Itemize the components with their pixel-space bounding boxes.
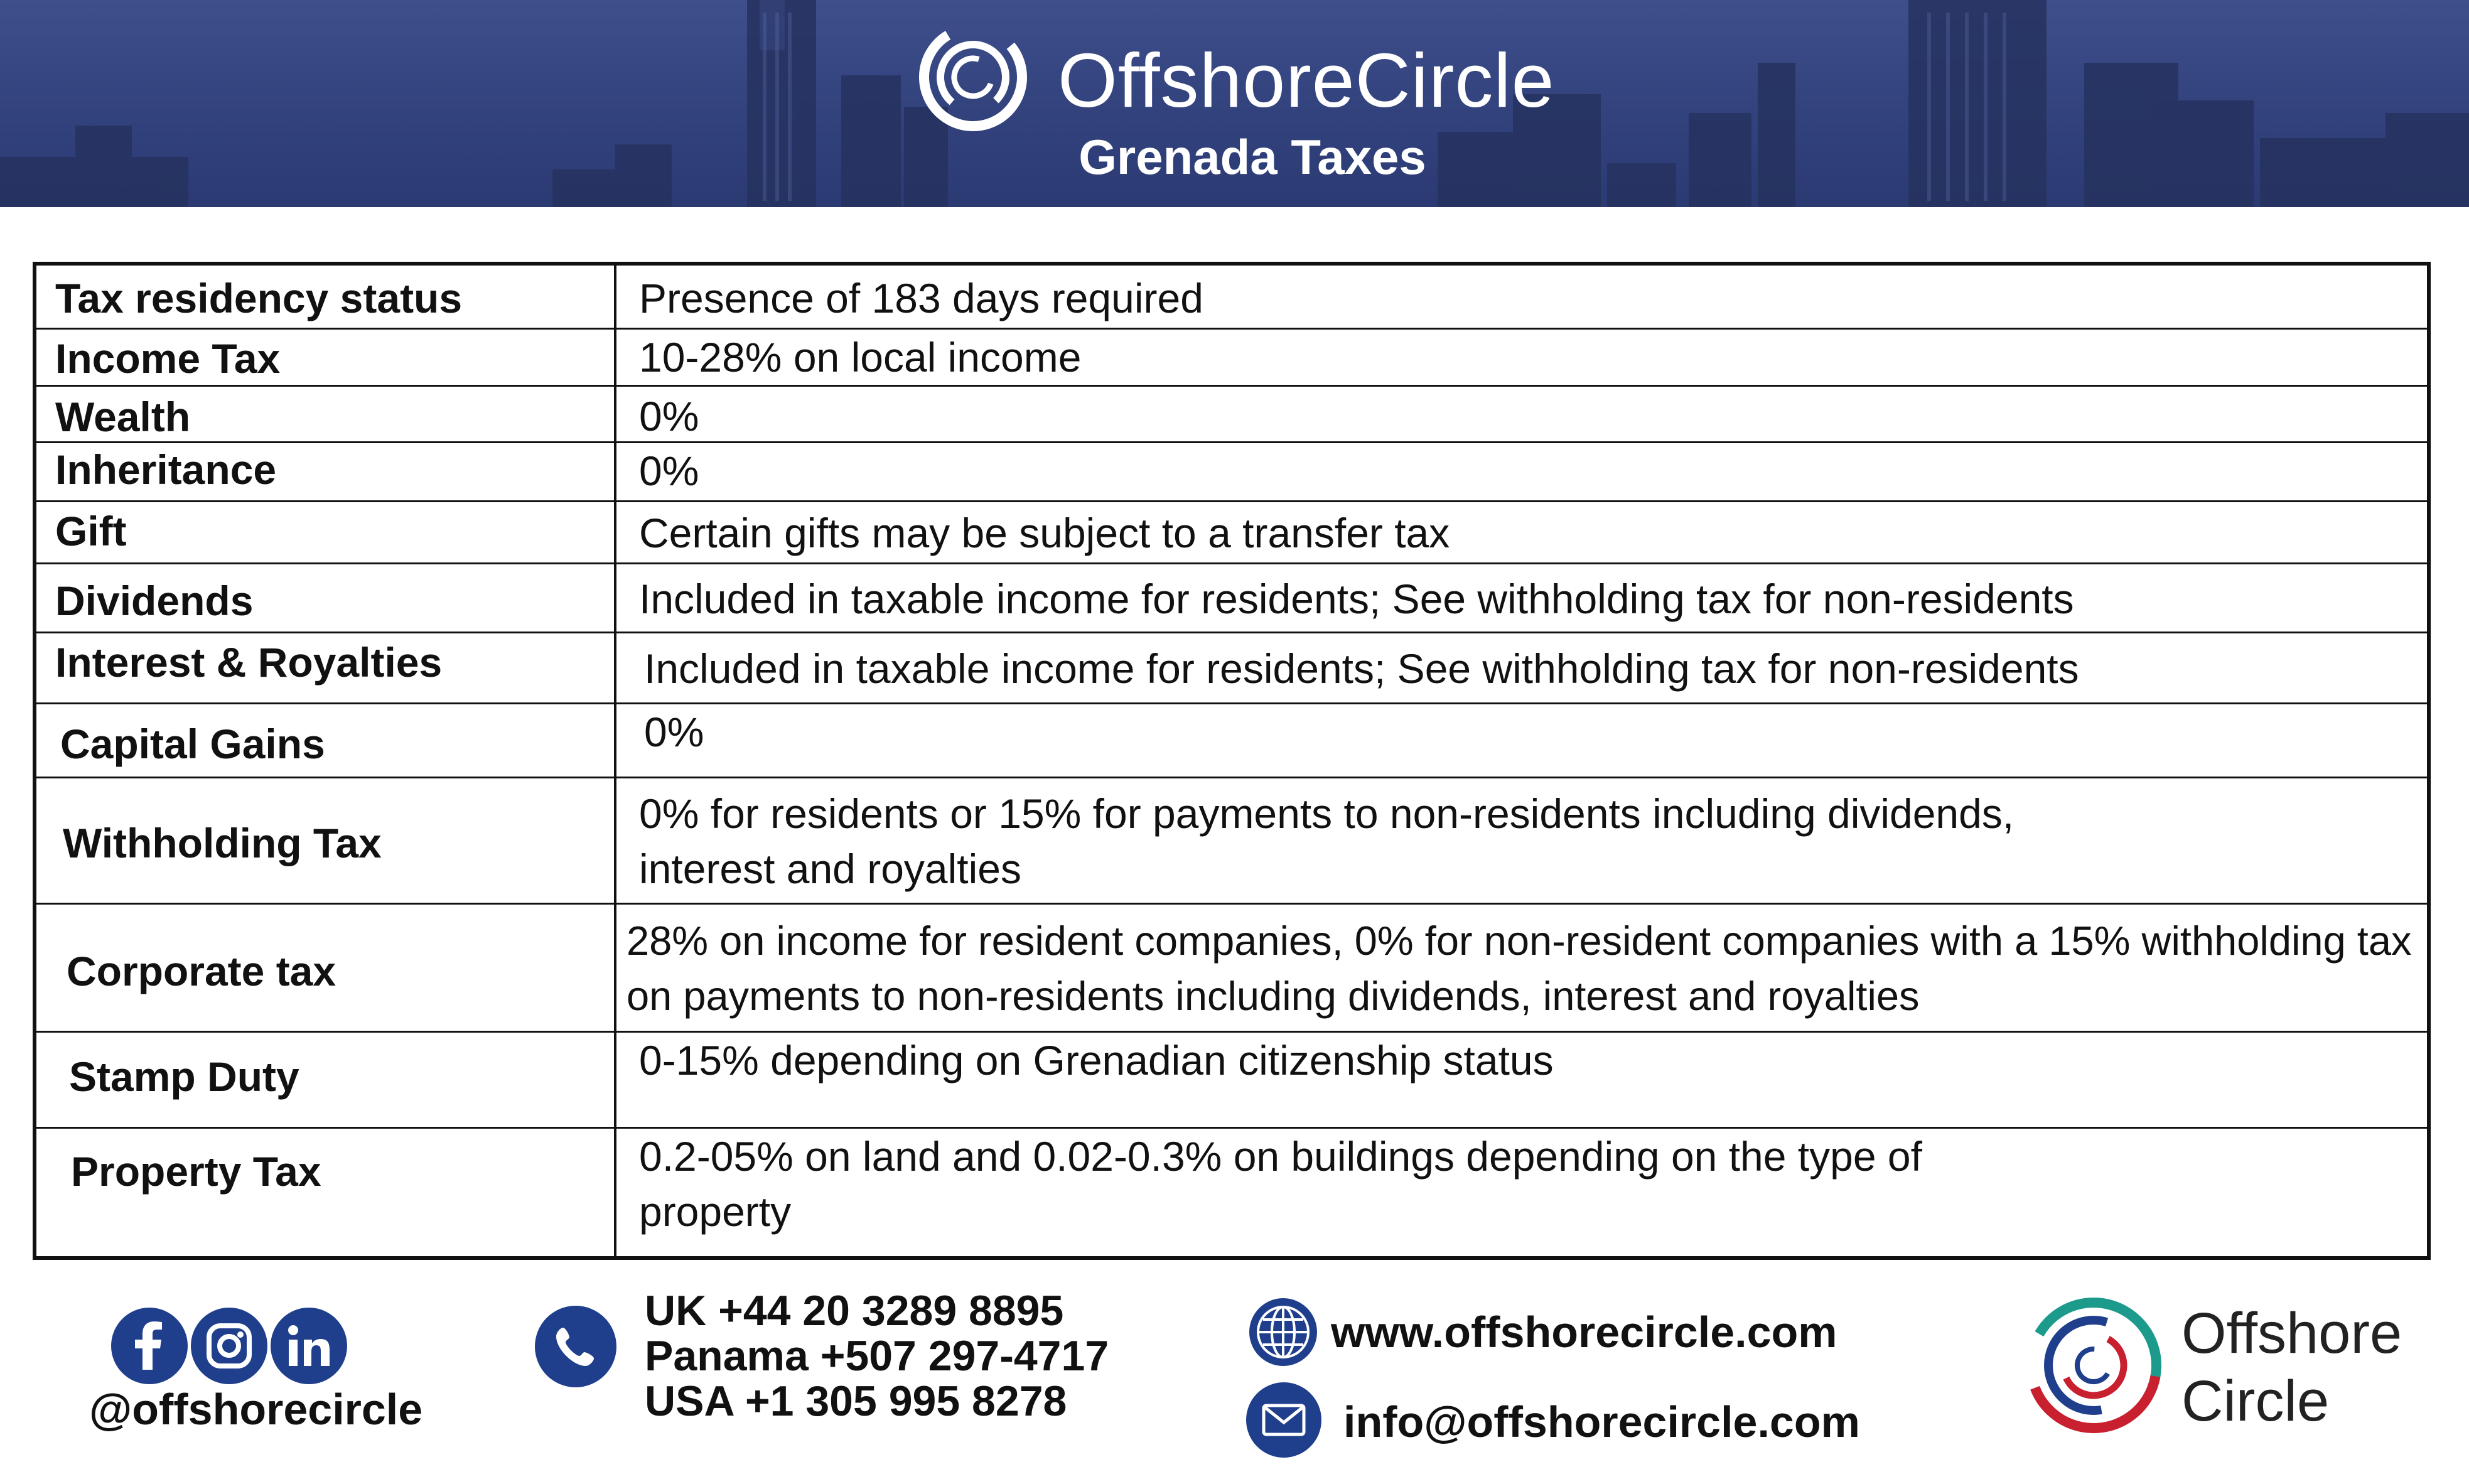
tax-table [33, 262, 2431, 1260]
table-row [36, 633, 2427, 704]
row-value: 28% on income for resident companies, 0% for non-resident companies with a 15% withholding tax on payments to non-residents including dividends, interest and royalties [627, 918, 2412, 1019]
row-label: Gift [55, 508, 127, 554]
brand-ring-icon [913, 18, 1033, 137]
phone-icon [535, 1306, 616, 1387]
row-label: Corporate tax [67, 948, 336, 994]
row-value: Certain gifts may be subject to a transfer tax [639, 510, 1450, 556]
row-label: Interest & Royalties [55, 639, 443, 686]
table-row [36, 704, 2427, 778]
row-label: Income Tax [55, 335, 281, 382]
table-row [36, 330, 2427, 387]
phone-usa[interactable]: USA +1 305 995 8278 [645, 1377, 1067, 1425]
row-value: 0% for residents or 15% for payments to non-residents including dividends, interest and royalties [639, 790, 2014, 892]
page-title: Grenada Taxes [1079, 129, 1426, 185]
row-value: 0% [639, 448, 699, 494]
globe-icon [1249, 1298, 1317, 1366]
row-value: 0% [644, 709, 704, 755]
table-row [36, 1033, 2427, 1129]
table-row [36, 564, 2427, 633]
email-link[interactable]: info@offshorecircle.com [1343, 1397, 1860, 1446]
brand-lockup [913, 18, 1604, 131]
row-label: Wealth [55, 394, 191, 440]
table-row [36, 1129, 2427, 1256]
row-value: Presence of 183 days required [639, 275, 1203, 321]
logo-text-offshore: Offshore [2181, 1301, 2402, 1365]
row-label: Inheritance [55, 446, 277, 493]
instagram-icon[interactable] [191, 1308, 267, 1384]
offshore-circle-logo-icon [2021, 1293, 2166, 1438]
table-row [36, 502, 2427, 564]
phone-uk[interactable]: UK +44 20 3289 8895 [645, 1287, 1064, 1335]
header-banner [0, 0, 2469, 207]
table-row [36, 778, 2427, 905]
footer [0, 1268, 2469, 1484]
row-value: Included in taxable income for residents; See withholding tax for non-residents [639, 576, 2074, 622]
row-label: Capital Gains [60, 721, 325, 767]
logo-text-circle: Circle [2181, 1369, 2330, 1433]
phone-list [645, 1288, 1109, 1424]
row-value: 0% [639, 393, 699, 439]
row-value: 0-15% depending on Grenadian citizenship status [639, 1037, 1554, 1083]
row-label: Tax residency status [55, 275, 463, 321]
linkedin-icon[interactable] [271, 1308, 347, 1384]
row-value: Included in taxable income for residents; See withholding tax for non-residents [644, 645, 2079, 692]
brand-name: OffshoreCircle [1058, 38, 1555, 123]
website-link[interactable]: www.offshorecircle.com [1331, 1308, 1837, 1357]
email-icon [1246, 1382, 1321, 1458]
facebook-icon[interactable] [111, 1308, 188, 1384]
table-row [36, 266, 2427, 330]
social-handle[interactable]: @offshorecircle [89, 1385, 423, 1434]
row-label: Stamp Duty [69, 1053, 299, 1100]
row-label: Dividends [55, 578, 254, 624]
row-label: Property Tax [71, 1148, 321, 1195]
row-label: Withholding Tax [63, 820, 382, 866]
table-row [36, 905, 2427, 1033]
row-value: 0.2-05% on land and 0.02-0.3% on buildings depending on the type of property [639, 1133, 1922, 1235]
table-row [36, 443, 2427, 502]
table-row [36, 387, 2427, 443]
row-value: 10-28% on local income [639, 334, 1082, 380]
phone-panama[interactable]: Panama +507 297-4717 [645, 1332, 1109, 1380]
